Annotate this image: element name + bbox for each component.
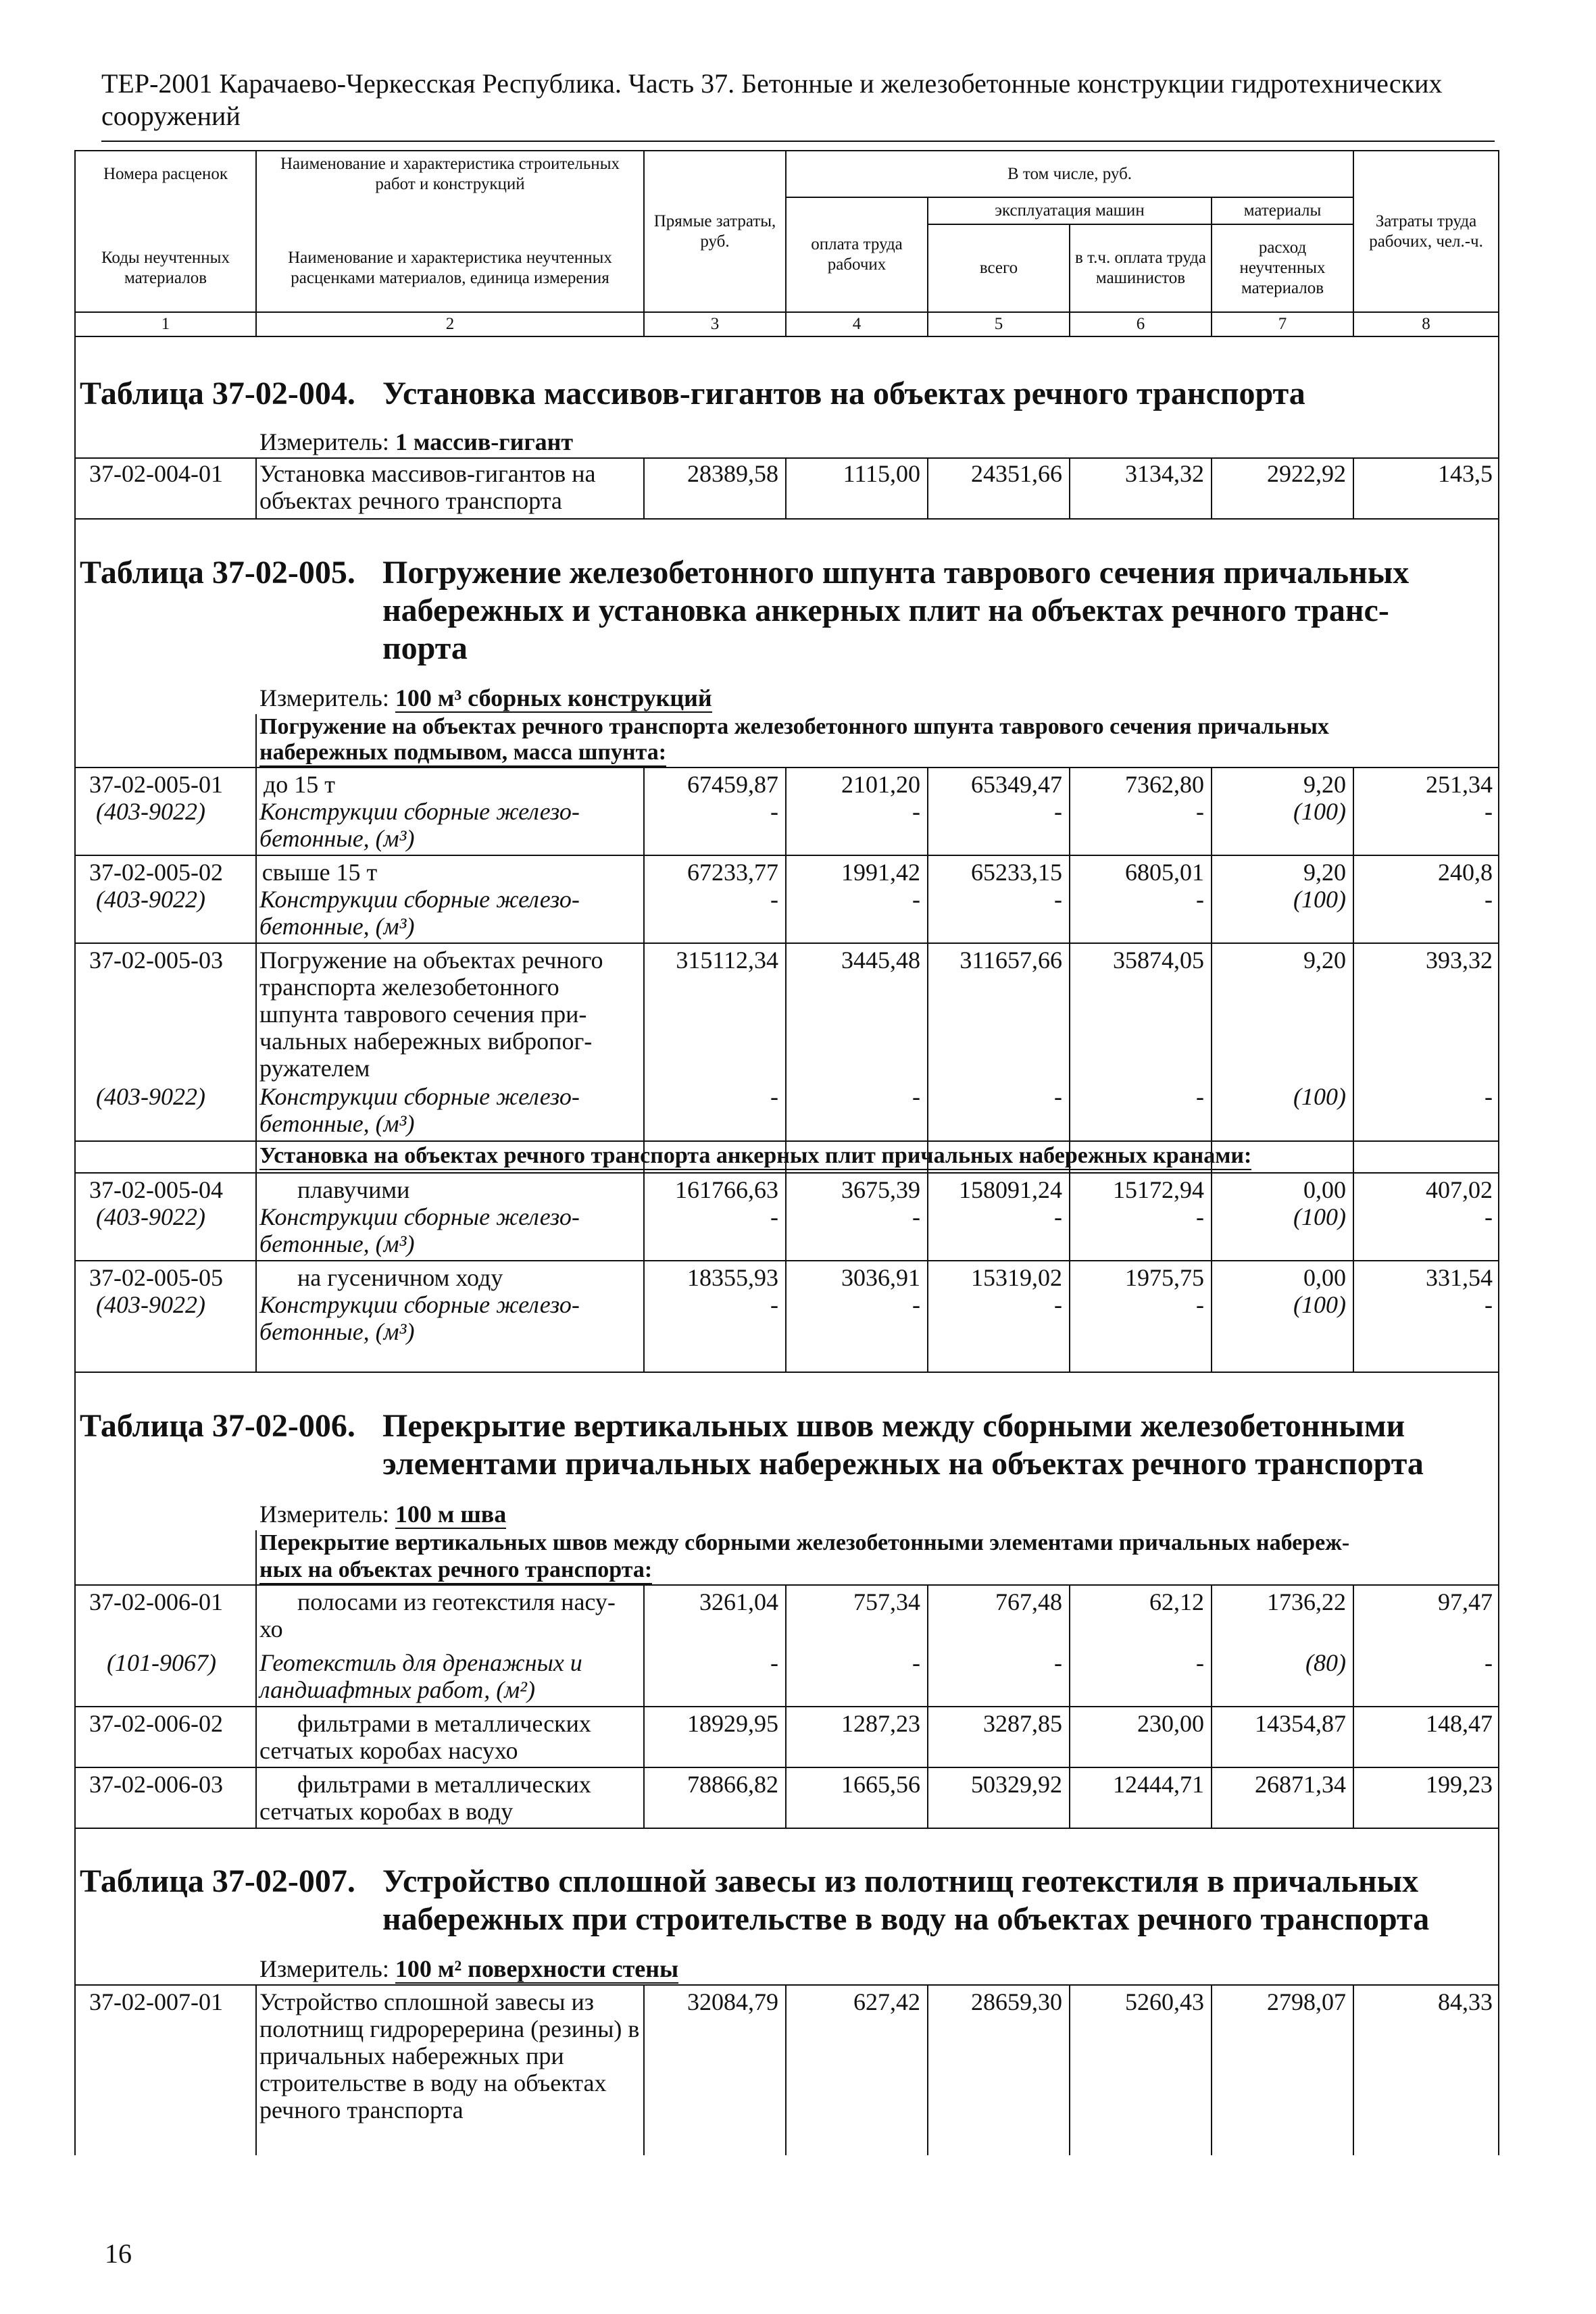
- row-rule: [74, 1767, 1498, 1768]
- machines-value: 15319,02: [971, 1264, 1062, 1291]
- materials-value: 9,20: [1303, 771, 1346, 798]
- direct-costs-value: 315112,34: [676, 947, 778, 974]
- direct-costs-value: 32084,79: [687, 1988, 778, 2015]
- machines-value: 158091,24: [959, 1176, 1062, 1203]
- col-codes-sub-header: Коды неучтенных материалов: [75, 224, 256, 312]
- labor-value: 331,54: [1426, 1264, 1493, 1291]
- labor-value: 148,47: [1426, 1710, 1493, 1737]
- table-007-title: набережных при строительстве в воду на объектах речного транспорта: [382, 1901, 1430, 1937]
- dash: -: [1485, 798, 1493, 825]
- operators-wages-value: 6805,01: [1125, 859, 1204, 886]
- materials-value: 1736,22: [1267, 1588, 1346, 1615]
- rate-name: свыше 15 т: [261, 859, 378, 886]
- wages-value: 627,42: [853, 1988, 920, 2015]
- measure-prefix: Измеритель:: [259, 684, 389, 711]
- row-rule: [74, 1140, 1498, 1142]
- wages-value: 3445,48: [841, 947, 920, 974]
- col-number: 2: [256, 312, 644, 336]
- machines-value: 28659,30: [971, 1988, 1062, 2015]
- rate-name: фильтрами в металлических: [297, 1710, 591, 1737]
- dash: -: [1054, 1203, 1062, 1230]
- operators-wages-value: 15172,94: [1113, 1176, 1204, 1203]
- material-code: (101-9067): [107, 1649, 216, 1676]
- rate-name: полосами из геотекстиля насу-: [297, 1588, 616, 1615]
- materials-value: 9,20: [1303, 947, 1346, 974]
- machines-value: 65349,47: [971, 771, 1062, 798]
- col-number: 5: [928, 312, 1070, 336]
- rate-name: плавучими: [297, 1176, 410, 1203]
- rate-name: объектах речного транспорта: [259, 487, 562, 514]
- measure-prefix: Измеритель:: [259, 428, 389, 455]
- table-006-number: Таблица 37-02-006.: [80, 1408, 355, 1444]
- row-rule: [74, 1260, 1498, 1261]
- machines-value: 3287,85: [983, 1710, 1062, 1737]
- rate-name: фильтрами в металлических: [297, 1771, 591, 1798]
- rate-code: 37-02-007-01: [89, 1988, 223, 2015]
- rate-name: причальных набережных при: [259, 2042, 564, 2069]
- table-006-title: Перекрытие вертикальных швов между сборными железобетонными: [382, 1408, 1405, 1444]
- dash: -: [1485, 1649, 1493, 1676]
- direct-costs-value: 28389,58: [687, 460, 778, 487]
- materials-value: 14354,87: [1255, 1710, 1346, 1737]
- operators-wages-value: 35874,05: [1113, 947, 1204, 974]
- machines-value: 50329,92: [971, 1771, 1062, 1798]
- dash: -: [1485, 886, 1493, 913]
- operators-wages-value: 5260,43: [1125, 1988, 1204, 2015]
- section-description: Перекрытие вертикальных швов между сборными железобетонными элементами причальных набереж-: [259, 1530, 1350, 1555]
- rate-name: Устройство сплошной завесы из: [259, 1988, 595, 2015]
- dash: -: [912, 1203, 920, 1230]
- dash: -: [912, 798, 920, 825]
- section-description: ных на объектах речного транспорта:: [259, 1557, 652, 1584]
- dash: -: [1054, 886, 1062, 913]
- measure-value: 100 м шва: [395, 1501, 507, 1528]
- row-rule: [74, 518, 1498, 520]
- wages-value: 1115,00: [843, 460, 920, 487]
- dash: -: [1485, 1083, 1493, 1110]
- table-005-number: Таблица 37-02-005.: [80, 555, 355, 590]
- material-name: Конструкции сборные железо-: [259, 798, 580, 825]
- rate-name: речного транспорта: [259, 2096, 464, 2123]
- rate-name: ружателем: [259, 1055, 370, 1082]
- col-wages-header: оплата труда рабочих: [786, 197, 928, 312]
- table-004-measure: [259, 428, 573, 456]
- dash: -: [1196, 1649, 1204, 1676]
- dash: -: [770, 886, 778, 913]
- rate-code: 37-02-005-04: [89, 1176, 223, 1203]
- rate-name: транспорта железобетонного: [259, 974, 559, 1001]
- material-amount: (100): [1293, 886, 1346, 913]
- row-rule: [74, 942, 1498, 944]
- table-004-number: Таблица 37-02-004.: [80, 376, 355, 411]
- material-amount: (100): [1293, 798, 1346, 825]
- rate-name: сетчатых коробах в воду: [259, 1798, 514, 1825]
- direct-costs-value: 67459,87: [687, 771, 778, 798]
- dash: -: [1054, 798, 1062, 825]
- material-name: ландшафтных работ, (м²): [259, 1676, 535, 1703]
- labor-value: 240,8: [1438, 859, 1493, 886]
- table-005-title: набережных и установка анкерных плит на объектах речного транс-: [382, 593, 1389, 628]
- labor-value: 97,47: [1438, 1588, 1493, 1615]
- dash: -: [1196, 1203, 1204, 1230]
- rate-name: строительстве в воду на объектах: [259, 2069, 607, 2096]
- col-number: 7: [1212, 312, 1353, 336]
- row-rule: [74, 855, 1498, 856]
- rate-name: полотнищ гидроререрина (резины) в: [259, 2015, 640, 2042]
- rate-code: 37-02-006-01: [89, 1588, 223, 1615]
- material-code: (403-9022): [96, 886, 205, 913]
- labor-value: 199,23: [1426, 1771, 1493, 1798]
- col-machines-header: эксплуатация машин: [928, 197, 1212, 224]
- frame-right: [1498, 331, 1499, 2155]
- wages-value: 2101,20: [841, 771, 920, 798]
- rate-name: до 15 т: [263, 771, 336, 798]
- rate-code: 37-02-005-01: [89, 771, 223, 798]
- rate-code: 37-02-005-02: [89, 859, 223, 886]
- dash: -: [912, 1291, 920, 1318]
- operators-wages-value: 62,12: [1149, 1588, 1204, 1615]
- col-labor-header: Затраты труда рабочих, чел.-ч.: [1353, 151, 1499, 312]
- measure-prefix: Измеритель:: [259, 1955, 389, 1982]
- operators-wages-value: 1975,75: [1125, 1264, 1204, 1291]
- frame-left: [74, 331, 76, 2155]
- material-name: Геотекстиль для дренажных и: [259, 1649, 582, 1676]
- operators-wages-value: 230,00: [1137, 1710, 1204, 1737]
- machines-value: 311657,66: [959, 947, 1062, 974]
- operators-wages-value: 7362,80: [1125, 771, 1204, 798]
- dash: -: [1196, 886, 1204, 913]
- col-number: 3: [644, 312, 786, 336]
- col-operators-wages-header: в т.ч. оплата труда машинистов: [1070, 224, 1212, 312]
- material-name: бетонные, (м³): [259, 1230, 415, 1257]
- row-rule: [74, 1706, 1498, 1707]
- dash: -: [770, 1649, 778, 1676]
- col-name-sub-header: Наименование и характеристика неучтенных расценками материалов, единица измерения: [256, 224, 644, 312]
- wages-value: 1991,42: [841, 859, 920, 886]
- material-name: бетонные, (м³): [259, 825, 415, 852]
- col-number: 8: [1353, 312, 1499, 336]
- materials-value: 26871,34: [1255, 1771, 1346, 1798]
- table-007-number: Таблица 37-02-007.: [80, 1863, 355, 1899]
- material-name: Конструкции сборные железо-: [259, 1083, 580, 1110]
- labor-value: 84,33: [1438, 1988, 1493, 2015]
- page-number: 16: [105, 2238, 132, 2269]
- direct-costs-value: 18355,93: [687, 1264, 778, 1291]
- material-name: Конструкции сборные железо-: [259, 886, 580, 913]
- rate-name: на гусеничном ходу: [297, 1264, 503, 1291]
- materials-value: 9,20: [1303, 859, 1346, 886]
- table-005-measure: [259, 684, 712, 712]
- col-codes-header: Номера расценок: [75, 151, 256, 197]
- col-name-header: Наименование и характеристика строительных работ и конструкций: [256, 151, 644, 197]
- wages-value: 3036,91: [841, 1264, 920, 1291]
- dash: -: [912, 1649, 920, 1676]
- direct-costs-value: 18929,95: [687, 1710, 778, 1737]
- material-code: (403-9022): [96, 1203, 205, 1230]
- col-incl-header: В том числе, руб.: [786, 151, 1353, 197]
- section-description: Погружение на объектах речного транспорта железобетонного шпунта таврового сечения причальных: [259, 714, 1329, 739]
- materials-value: 2798,07: [1267, 1988, 1346, 2015]
- col-rule: [255, 1984, 257, 2155]
- row-rule: [74, 1372, 1498, 1373]
- col-number: 1: [75, 312, 256, 336]
- column-header-table: [74, 150, 1499, 337]
- col-number: 4: [786, 312, 928, 336]
- measure-value: 100 м² поверхности стены: [395, 1955, 679, 1982]
- dash: -: [1196, 1291, 1204, 1318]
- wages-value: 757,34: [853, 1588, 920, 1615]
- material-name: бетонные, (м³): [259, 1110, 415, 1137]
- rate-name: Погружение на объектах речного: [259, 947, 603, 974]
- operators-wages-value: 12444,71: [1113, 1771, 1204, 1798]
- header-rule: [101, 141, 1495, 142]
- measure-value: 100 м³ сборных конструкций: [395, 684, 712, 711]
- materials-value: 2922,92: [1267, 460, 1346, 487]
- dash: -: [1054, 1649, 1062, 1676]
- dash: -: [1196, 1083, 1204, 1110]
- material-amount: (100): [1293, 1203, 1346, 1230]
- dash: -: [1485, 1291, 1493, 1318]
- dash: -: [1054, 1291, 1062, 1318]
- material-amount: (80): [1305, 1649, 1346, 1676]
- labor-value: 393,32: [1426, 947, 1493, 974]
- machines-value: 767,48: [995, 1588, 1062, 1615]
- section-description: набережных подмывом, масса шпунта:: [259, 740, 666, 767]
- direct-costs-value: 3261,04: [699, 1588, 778, 1615]
- rate-name: сетчатых коробах насухо: [259, 1737, 518, 1764]
- measure-prefix: Измеритель:: [259, 1501, 389, 1528]
- machines-value: 65233,15: [971, 859, 1062, 886]
- material-code: (403-9022): [96, 798, 205, 825]
- rate-name: Установка массивов-гигантов на: [259, 460, 596, 487]
- materials-value: 0,00: [1303, 1176, 1346, 1203]
- col-number: 6: [1070, 312, 1212, 336]
- wages-value: 1287,23: [841, 1710, 920, 1737]
- row-rule: [74, 1828, 1498, 1829]
- col-rule: [255, 1530, 257, 1828]
- direct-costs-value: 67233,77: [687, 859, 778, 886]
- col-materials-header: материалы: [1212, 197, 1353, 224]
- wages-value: 1665,56: [841, 1771, 920, 1798]
- dash: -: [912, 1083, 920, 1110]
- col-rule: [255, 1172, 257, 1372]
- dash: -: [770, 1203, 778, 1230]
- material-code: (403-9022): [96, 1291, 205, 1318]
- materials-value: 0,00: [1303, 1264, 1346, 1291]
- rate-name: шпунта таврового сечения при-: [259, 1001, 587, 1028]
- dash: -: [1054, 1083, 1062, 1110]
- rate-code: 37-02-006-03: [89, 1771, 223, 1798]
- rate-code: 37-02-005-05: [89, 1264, 223, 1291]
- dash: -: [770, 1291, 778, 1318]
- material-amount: (100): [1293, 1291, 1346, 1318]
- dash: -: [770, 798, 778, 825]
- labor-value: 407,02: [1426, 1176, 1493, 1203]
- direct-costs-value: 161766,63: [675, 1176, 778, 1203]
- table-007-measure: [259, 1955, 678, 1983]
- dash: -: [770, 1083, 778, 1110]
- dash: -: [912, 886, 920, 913]
- direct-costs-value: 78866,82: [687, 1771, 778, 1798]
- section-description: Установка на объектах речного транспорта анкерных плит причальных набережных кранами:: [259, 1143, 1251, 1170]
- table-005-title: порта: [382, 630, 468, 666]
- machines-value: 24351,66: [971, 460, 1062, 487]
- rate-code: 37-02-006-02: [89, 1710, 223, 1737]
- operators-wages-value: 3134,32: [1125, 460, 1204, 487]
- rate-code: 37-02-004-01: [89, 460, 223, 487]
- col-machines-total-header: всего: [928, 224, 1070, 312]
- table-005-title: Погружение железобетонного шпунта таврового сечения причальных: [382, 555, 1410, 590]
- rate-code: 37-02-005-03: [89, 947, 223, 974]
- rate-name: хо: [259, 1615, 283, 1642]
- rate-name: чальных набережных вибропог-: [259, 1028, 593, 1055]
- material-name: бетонные, (м³): [259, 913, 415, 940]
- table-006-title: элементами причальных набережных на объектах речного транспорта: [382, 1446, 1424, 1482]
- col-rule: [255, 457, 257, 518]
- material-name: бетонные, (м³): [259, 1318, 415, 1345]
- measure-value: 1 массив-гигант: [395, 428, 574, 455]
- dash: -: [1485, 1203, 1493, 1230]
- table-007-title: Устройство сплошной завесы из полотнищ геотекстиля в причальных: [382, 1863, 1419, 1899]
- material-amount: (100): [1293, 1083, 1346, 1110]
- labor-value: 143,5: [1438, 460, 1493, 487]
- labor-value: 251,34: [1426, 771, 1493, 798]
- material-code: (403-9022): [96, 1083, 205, 1110]
- table-004-title: Установка массивов-гигантов на объектах речного транспорта: [382, 376, 1305, 411]
- material-name: Конструкции сборные железо-: [259, 1291, 580, 1318]
- col-material-usage-header: расход неучтенных материалов: [1212, 224, 1353, 312]
- table-006-measure: [259, 1500, 506, 1528]
- dash: -: [1196, 798, 1204, 825]
- page-header: ТЕР-2001 Карачаево-Черкесская Республика. Часть 37. Бетонные и железобетонные конструкции гидротехнических сооружений: [101, 68, 1443, 131]
- material-name: Конструкции сборные железо-: [259, 1203, 580, 1230]
- wages-value: 3675,39: [841, 1176, 920, 1203]
- col-direct-costs-header: Прямые затраты, руб.: [644, 151, 786, 312]
